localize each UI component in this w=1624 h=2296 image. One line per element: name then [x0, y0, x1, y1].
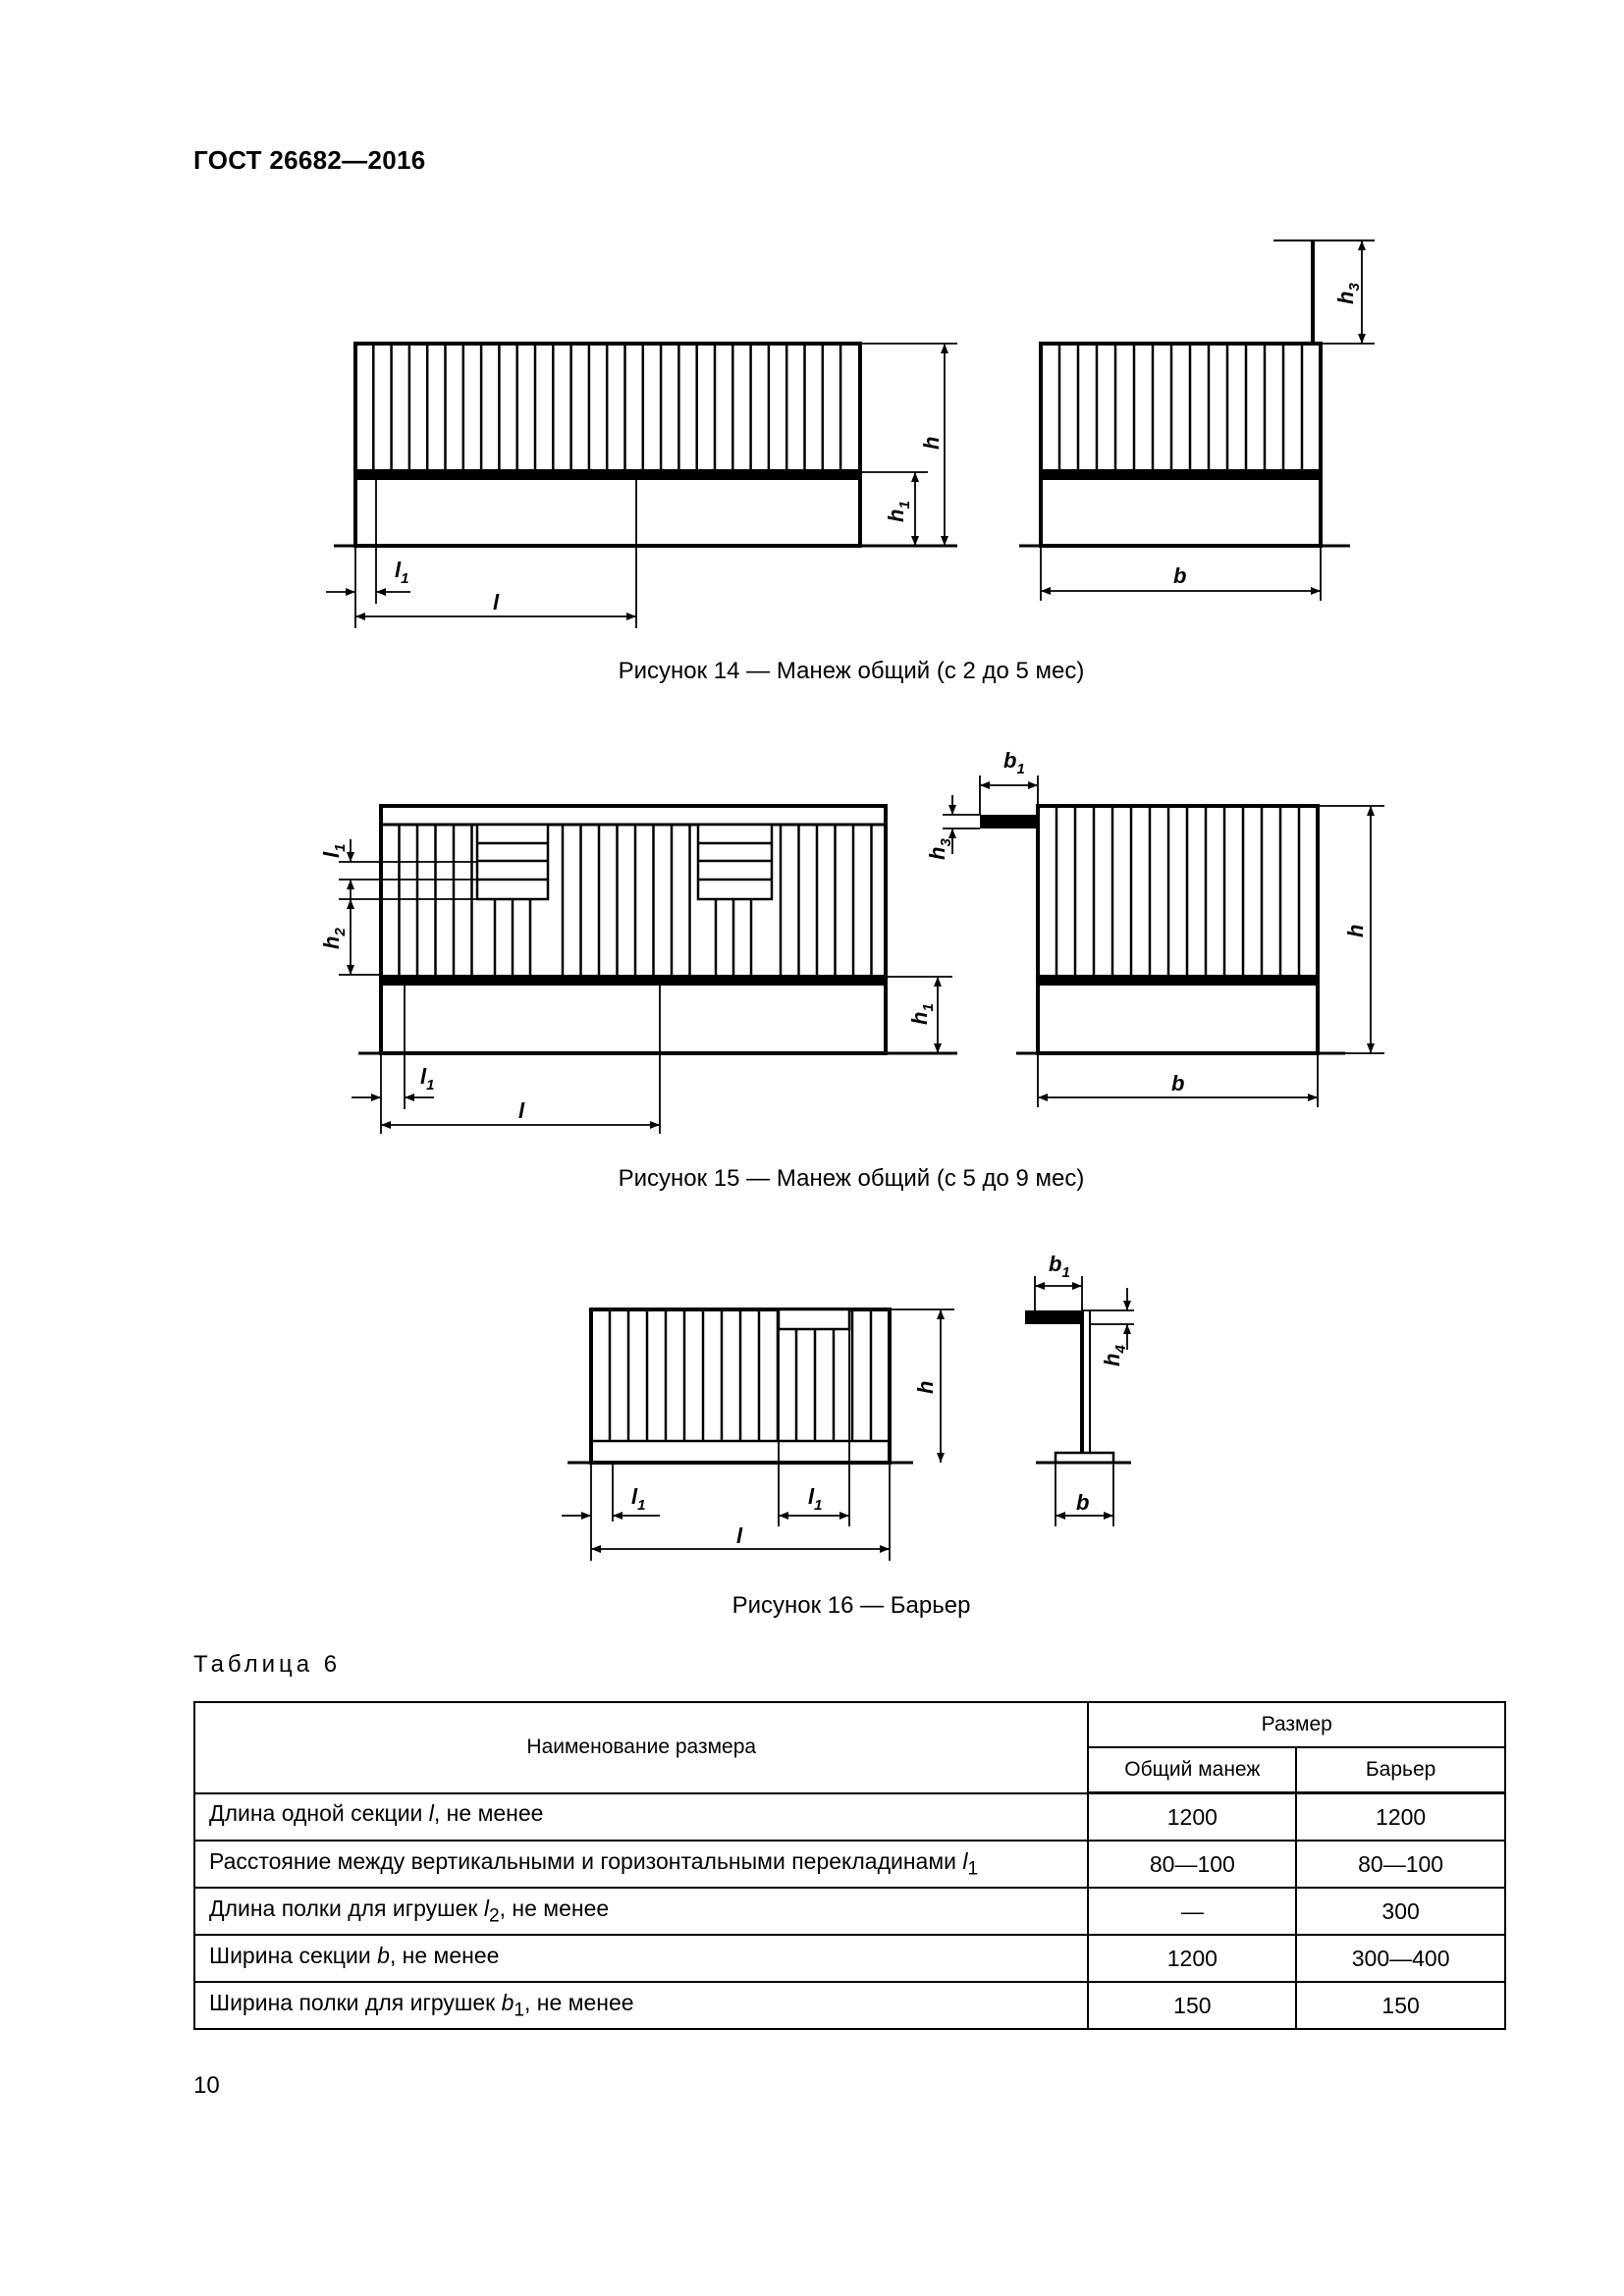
row-value-barrier: 1200 [1296, 1793, 1505, 1842]
dim-b1: $b_1$ [1003, 748, 1025, 777]
figure-16 [0, 1247, 1624, 1580]
dim-l1-side: $l_1$ [319, 843, 349, 858]
dim-l1: $l_1$ [420, 1064, 435, 1094]
header-size-group: Размер [1088, 1702, 1505, 1747]
figure-14 [0, 226, 1624, 638]
figure-14-caption: Рисунок 14 — Манеж общий (с 2 до 5 мес) [618, 658, 1085, 684]
dim-b: b [1171, 1071, 1185, 1095]
table-header-row [194, 1702, 1505, 1747]
dim-h: h [1343, 924, 1368, 937]
row-name: Ширина секции b, не менее [194, 1935, 1088, 1982]
figure-16-caption: Рисунок 16 — Барьер [731, 1592, 971, 1619]
figure-15 [0, 736, 1624, 1158]
barrier-toy-shelf [1025, 1310, 1082, 1324]
dim-l: l [736, 1523, 743, 1548]
row-value-playpen: 80—100 [1088, 1841, 1296, 1888]
row-name: Расстояние между вертикальными и горизонтальными перекладинами $l_1$ [194, 1841, 1088, 1888]
figure-15-drawing [0, 736, 1624, 1158]
dim-b: b [1076, 1490, 1090, 1515]
row-name: Длина полки для игрушек $l_2$, не менее [194, 1888, 1088, 1935]
table-row [194, 1841, 1505, 1888]
header-name: Наименование размера [194, 1702, 1088, 1793]
row-value-barrier: 150 [1296, 1982, 1505, 2029]
dim-l1-b: $l_1$ [808, 1484, 823, 1514]
dim-h3: $h_3$ [1333, 283, 1363, 304]
dim-h: h [919, 436, 944, 450]
table-row [194, 1888, 1505, 1935]
figure-14-drawing [0, 226, 1624, 638]
dim-l: l [518, 1098, 525, 1123]
toy-shelf [980, 815, 1038, 828]
header-playpen: Общий манеж [1088, 1747, 1296, 1793]
table-row [194, 1982, 1505, 2029]
row-value-barrier: 300 [1296, 1888, 1505, 1935]
row-value-playpen: 1200 [1088, 1793, 1296, 1842]
dim-h1: $h_1$ [907, 1003, 937, 1025]
dim-h2: $h_2$ [319, 928, 349, 949]
dim-h3: $h_3$ [925, 838, 954, 860]
table-row [194, 1935, 1505, 1982]
dim-b: b [1173, 563, 1187, 588]
row-name: Ширина полки для игрушек $b_1$, не менее [194, 1982, 1088, 2029]
page-number: 10 [193, 2072, 220, 2099]
figure-16-drawing [0, 1247, 1624, 1580]
dim-h: h [913, 1380, 938, 1394]
dim-l1-a: $l_1$ [631, 1484, 646, 1514]
row-name: Длина одной секции l, не менее [194, 1793, 1088, 1842]
dim-h4: $h_4$ [1100, 1345, 1129, 1366]
dim-l: l [493, 590, 500, 614]
dim-l1: $l_1$ [395, 558, 409, 587]
table-title: Таблица 6 [193, 1651, 342, 1678]
figure-15-caption: Рисунок 15 — Манеж общий (с 5 до 9 мес) [618, 1165, 1085, 1192]
row-value-playpen: — [1088, 1888, 1296, 1935]
table-row [194, 1793, 1505, 1842]
row-value-barrier: 300—400 [1296, 1935, 1505, 1982]
playpen-front-frame [381, 806, 886, 1053]
dimensions-table [193, 1701, 1506, 2030]
document-header: ГОСТ 26682—2016 [193, 145, 426, 175]
barrier-shelf-opening [779, 1309, 849, 1329]
header-barrier: Барьер [1296, 1747, 1505, 1793]
dim-h1: $h_1$ [884, 501, 913, 522]
row-value-barrier: 80—100 [1296, 1841, 1505, 1888]
playpen-side-frame [1041, 344, 1321, 546]
playpen-side-frame [1038, 806, 1318, 1053]
row-value-playpen: 150 [1088, 1982, 1296, 2029]
dim-b1: $b_1$ [1049, 1252, 1070, 1281]
playpen-floor-bar [355, 469, 860, 480]
row-value-playpen: 1200 [1088, 1935, 1296, 1982]
